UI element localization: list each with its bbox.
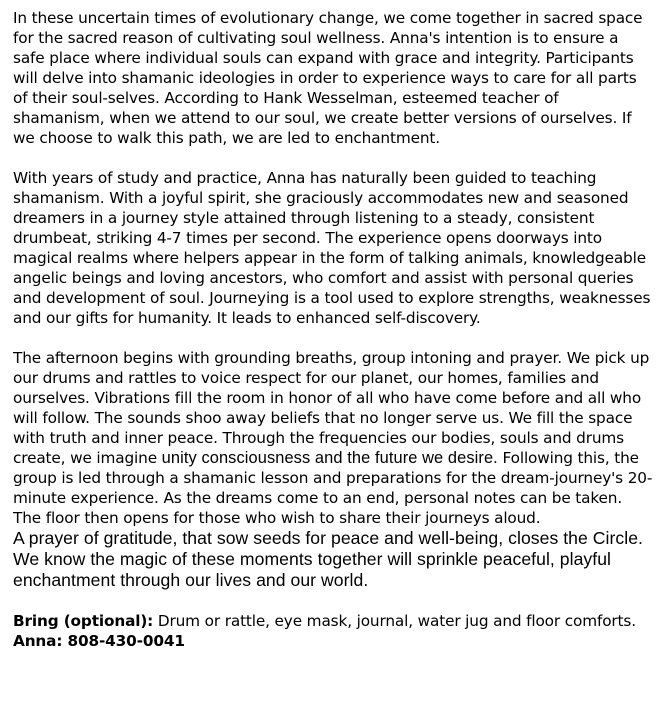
bring-label: Bring (optional): xyxy=(13,612,154,630)
afternoon-text-unity: unity consciousness and the future we desire. xyxy=(161,449,498,467)
bring-line xyxy=(13,611,653,651)
paragraph-intro: In these uncertain times of evolutionary change, we come together in sacred space for the sacred reason of cultivating soul wellness. Anna's intention is to ensure a safe place where individual souls can expand with grace and integrity. Participants will delve into shamanic ideologies in order to experience ways to care for all parts of their soul-selves. According to Hank Wesselman, esteemed teacher of shamanism, when we attend to our soul, we create better versions of ourselves. If we choose to walk this path, we are led to enchantment. xyxy=(13,9,643,147)
document-body xyxy=(13,8,653,651)
afternoon-text-2: Following this, the group is led through a shamanic lesson and preparations for the dream-journey's 20-minute experience. As the dreams come to an end, personal notes can be taken. The floor then opens for those who wish to share their journeys aloud. xyxy=(13,449,653,527)
paragraph-afternoon xyxy=(13,348,653,528)
contact-phone: Anna: 808-430-0041 xyxy=(13,632,185,650)
paragraph-gratitude: A prayer of gratitude, that sow seeds for peace and well-being, closes the Circle. We know the magic of these moments together will sprinkle peaceful, playful enchantment through our lives and our world. xyxy=(13,528,643,590)
paragraph-spacer xyxy=(13,328,653,348)
paragraph-spacer xyxy=(13,591,653,611)
bring-text: Drum or rattle, eye mask, journal, water jug and floor comforts. xyxy=(153,612,636,630)
paragraph-spacer xyxy=(13,148,653,168)
afternoon-text-1: The afternoon begins with grounding breaths, group intoning and prayer. We pick up our drums and rattles to voice respect for our planet, our homes, families and ourselves. Vibrations fill the room in honor of all who have come before and all who will follow. The sounds shoo away beliefs that no longer serve us. We fill the space with truth and inner peace. Through the frequencies our bodies, souls and drums create, we imagine xyxy=(13,349,650,467)
paragraph-practice: With years of study and practice, Anna has naturally been guided to teaching shamanism. With a joyful spirit, she graciously accommodates new and seasoned dreamers in a journey style attained through listening to a steady, consistent drumbeat, striking 4-7 times per second. The experience opens doorways into magical realms where helpers appear in the form of talking animals, knowledgeable angelic beings and loving ancestors, who comfort and assist with personal queries and development of soul. Journeying is a tool used to explore strengths, weaknesses and our gifts for humanity. It leads to enhanced self-discovery. xyxy=(13,169,651,327)
